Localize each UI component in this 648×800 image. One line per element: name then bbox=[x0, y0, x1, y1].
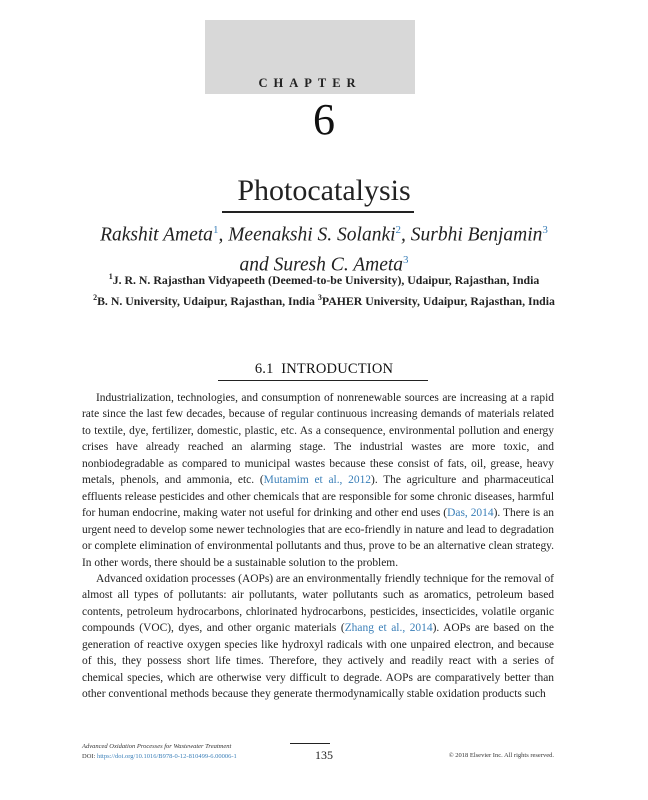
author-affiliation-mark[interactable]: 3 bbox=[542, 224, 548, 236]
citation-link[interactable]: Zhang et al., 2014 bbox=[344, 622, 433, 635]
affiliation-mark: 2 bbox=[93, 292, 98, 302]
author-name: Surbhi Benjamin bbox=[410, 224, 543, 246]
author-name: Meenakshi S. Solanki bbox=[228, 224, 396, 246]
author-affiliation-mark[interactable]: 3 bbox=[403, 253, 409, 266]
author-affiliation-mark[interactable]: 1 bbox=[212, 224, 219, 236]
paragraph-text: Advanced oxidation processes (AOPs) are an environmentally friendly technique for the removal of almost all types of pollutants: air pollutants, water pollutants such as aromatics, petroleum based contents, petroleum hydrocarbons, chlorinated hydrocarbons, pesticides, insecticides, volatile organic compounds (VOC), dyes, and other organic materials ( bbox=[82, 572, 554, 635]
paragraph-text: Industrialization, technologies, and consumption of nonrenewable sources are increasing at a rapid rate since the last few decades, because of regular continuous increasing demands of materials related to textile, dye, fertilizer, domestic, plastic, etc. As a consequence, environmental pollution and energy crises have already reached an alarming stage. The industrial wastes are more toxic, and nonbiodegradable as compared to municipal wastes because these consist of fats, oil, grease, heavy metals, phenols, and ammonia, etc. ( bbox=[82, 392, 554, 487]
affiliation-3: PAHER University, Udaipur, Rajasthan, India bbox=[321, 293, 555, 308]
chapter-number: 6 bbox=[313, 95, 335, 144]
chapter-label: CHAPTER bbox=[258, 76, 362, 90]
citation-link[interactable]: Das, 2014 bbox=[447, 507, 494, 520]
paragraph-text: ). There is an urgent need to develop some newer technologies that are eco-friendly in nature and lead to degradation or complete elimination of environmental pollutants and thus, prove to be an alternative clean strategy. In other words, there should be a sustainable solution to the problem. bbox=[82, 507, 554, 569]
section-heading bbox=[0, 361, 648, 378]
author-separator: , bbox=[218, 224, 229, 246]
copyright: © 2018 Elsevier Inc. All rights reserved. bbox=[448, 752, 554, 759]
affiliation-2: B. N. University, Udaipur, Rajasthan, India bbox=[97, 293, 318, 308]
author-separator: , bbox=[401, 224, 411, 246]
affiliation-mark: 1 bbox=[108, 272, 113, 281]
paragraph-2 bbox=[82, 571, 554, 703]
chapter-title: Photocatalysis bbox=[237, 174, 411, 207]
author-affiliation-mark[interactable]: 2 bbox=[395, 224, 402, 236]
author-name: Rakshit Ameta bbox=[100, 224, 213, 246]
title-underline bbox=[222, 211, 414, 213]
book-title: Advanced Oxidation Processes for Wastewater Treatment bbox=[82, 743, 232, 750]
author-name: Suresh C. Ameta bbox=[273, 254, 404, 275]
body-text bbox=[82, 390, 554, 703]
doi-label: DOI: bbox=[82, 753, 97, 760]
affiliation-1: J. R. N. Rajasthan Vidyapeeth (Deemed-to-be University), Udaipur, Rajasthan, India bbox=[112, 272, 540, 287]
author-separator: and bbox=[239, 254, 274, 275]
page-number-rule bbox=[290, 743, 330, 744]
affiliations bbox=[40, 268, 608, 310]
section-underline bbox=[218, 380, 428, 381]
page-number: 135 bbox=[315, 748, 333, 762]
paragraph-1 bbox=[82, 390, 554, 571]
section-number: 6.1 bbox=[254, 361, 274, 377]
affiliation-mark: 3 bbox=[317, 292, 322, 302]
doi-link[interactable]: https://doi.org/10.1016/B978-0-12-810499-6.00006-1 bbox=[96, 753, 237, 760]
citation-link[interactable]: Mutamim et al., 2012 bbox=[263, 474, 372, 487]
paragraph-text: ). AOPs are based on the generation of reactive oxygen species like hydroxyl radicals with one unpaired electron, and because of this, they possess short life times. Therefore, they actively and readily react with a series of chemical species, which are otherwise very difficult to degrade. AOPs are comparatively better than other conventional methods because they generate thermodynamically stable oxidation products such bbox=[82, 622, 554, 701]
paragraph-text: ). The agriculture and pharmaceutical effluents release pesticides and other chemicals that are responsible for some chronic diseases, harmful for human endocrine, making water not useful for drinking and other end uses ( bbox=[82, 474, 555, 520]
section-title: INTRODUCTION bbox=[281, 361, 394, 377]
